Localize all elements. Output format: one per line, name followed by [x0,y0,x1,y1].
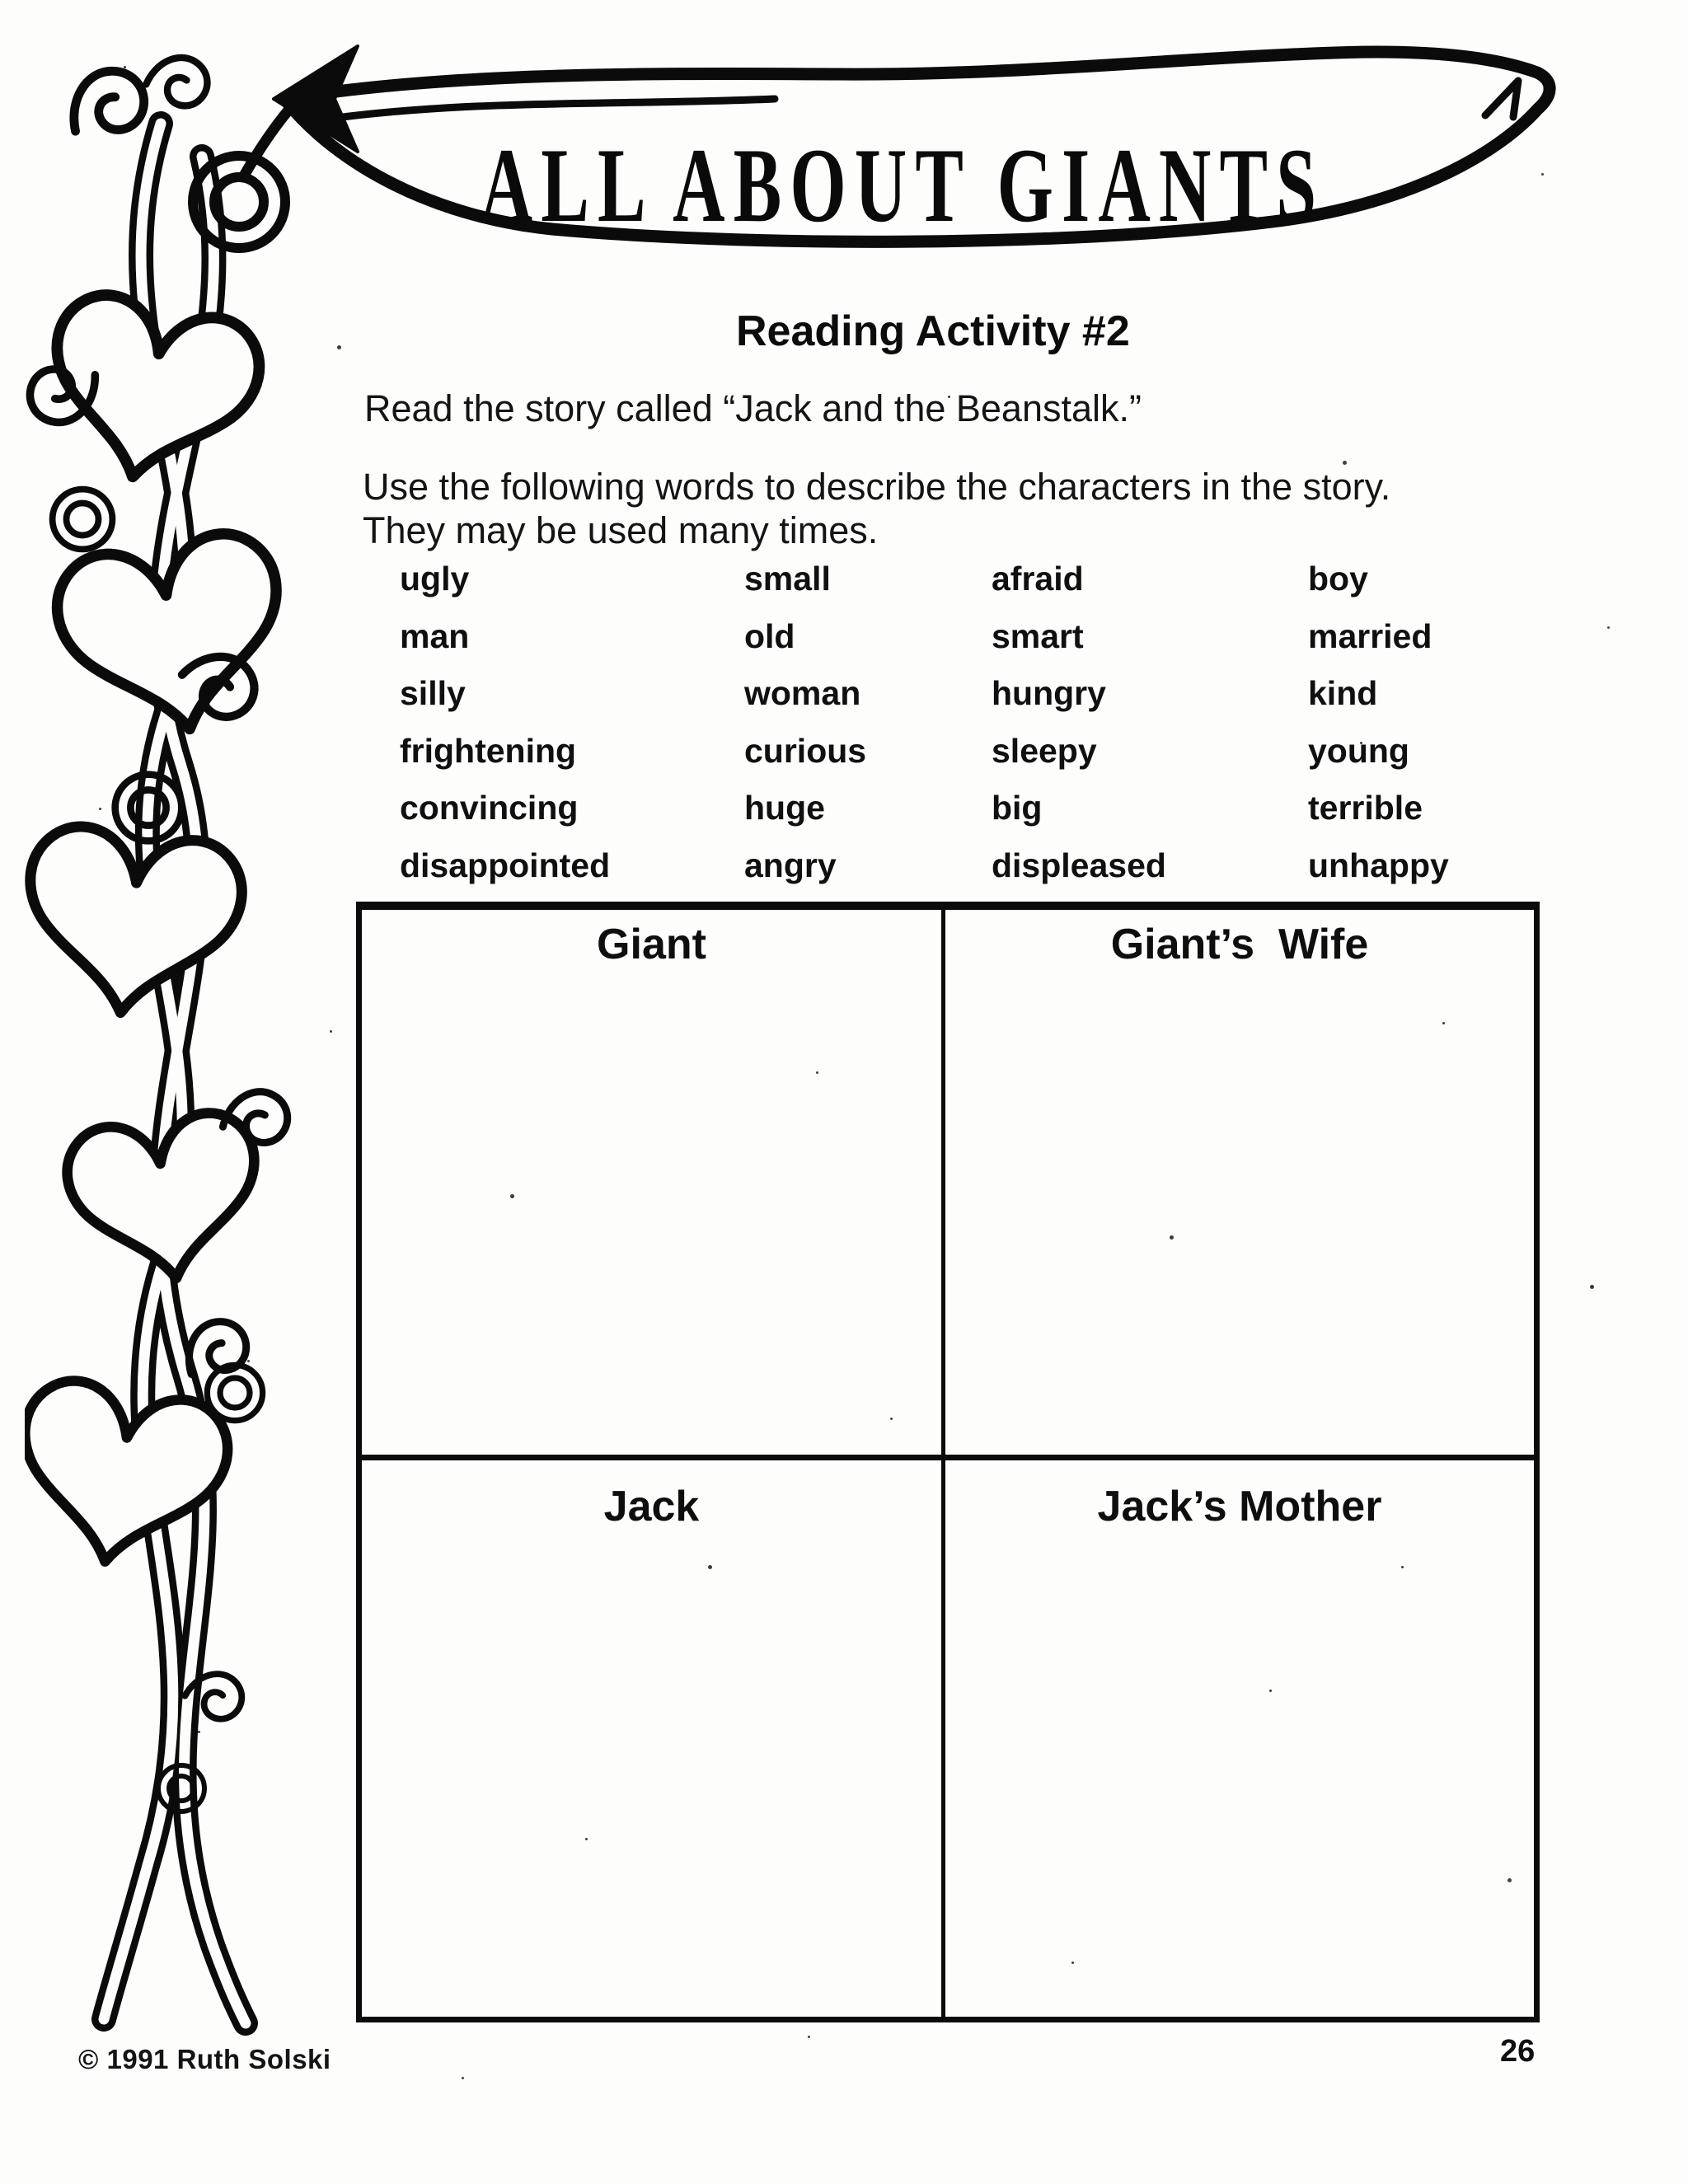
word-bank-word: angry [744,846,837,884]
copyright-notice: © 1991 Ruth Solski [78,2044,331,2074]
word-bank-word: silly [400,674,466,712]
page-number: 26 [1500,2034,1536,2069]
word-bank-word: kind [1308,674,1378,712]
word-bank-word: old [744,616,795,655]
scan-speckles [124,66,126,68]
word-bank-word: small [744,560,831,598]
answer-cell-jacks-mother [945,1460,1534,2017]
answer-cell-giant [362,910,945,1460]
word-bank-word: hungry [992,674,1106,712]
cell-header-giant: Giant [597,921,706,968]
word-bank-word: woman [744,674,861,712]
word-bank-word: sleepy [992,731,1097,770]
cell-header-jack: Jack [603,1483,700,1530]
instruction-line: Use the following words to describe the characters in the story. [363,466,1391,508]
word-bank-word: big [992,789,1043,827]
word-bank-word: boy [1308,560,1368,598]
cell-header-jacks-mother: Jack’s Mother [1097,1483,1382,1530]
character-table [356,902,1540,2022]
word-bank-word: terrible [1308,789,1423,827]
word-bank-word: young [1308,731,1409,770]
word-bank-word: married [1308,616,1432,655]
word-bank-word: afraid [992,560,1084,598]
answer-cell-jack [362,1460,945,2017]
beanstalk-leaves [25,286,298,1579]
word-bank-word: unhappy [1308,846,1449,884]
answer-cell-giants-wife [945,910,1534,1460]
word-bank-word: huge [744,789,825,827]
word-bank-word: man [400,616,470,655]
word-bank-word: convincing [400,789,579,827]
activity-subtitle: Reading Activity #2 [736,307,1130,355]
word-bank-word: disappointed [400,846,611,884]
word-bank [400,557,1545,901]
instruction-read-story: Read the story called “Jack and the Beanstalk.” [364,387,1142,429]
page-title: ALL ABOUT GIANTS [480,125,1325,245]
word-bank-word: ugly [400,560,470,598]
instruction-word-use [363,465,1582,552]
beanstalk-illustration [25,25,338,2036]
cell-header-giants-wife: Giant’s Wife [1110,921,1369,968]
word-bank-word: curious [744,731,867,770]
word-bank-word: smart [992,616,1084,655]
word-bank-word: frightening [400,731,577,770]
word-bank-word: displeased [992,846,1166,884]
instruction-line: They may be used many times. [363,509,879,551]
